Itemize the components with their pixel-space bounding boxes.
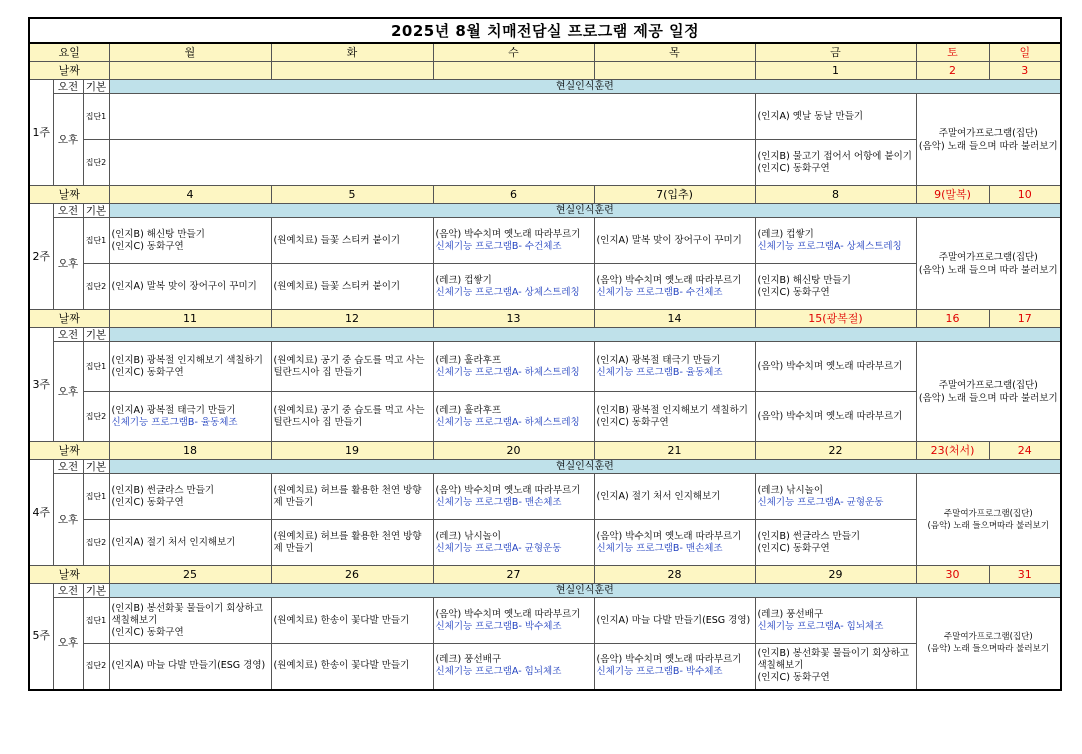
am-row [29,460,1061,474]
program-line: (인지C) 동화구연 [111,626,184,638]
program-cell [433,598,594,644]
program-line: (인지A) 옛날 동날 만들기 [757,110,864,122]
yoil-label: 요일 [29,43,109,62]
program-line: (인지A) 절기 처서 인지해보기 [596,490,721,502]
program-line: 신체기능 프로그램A- 하체스트레칭 [435,416,580,428]
program-cell [109,218,271,264]
date-row [29,310,1061,328]
program-line: (인지B) 해신탕 만들기 [757,274,851,286]
date-cell: 19 [271,442,433,460]
program-line: (인지A) 말복 맞이 장어구이 꾸미기 [596,234,742,246]
am-label: 오전 [53,328,83,342]
pm-label: 오후 [53,598,83,690]
program-cell [594,598,755,644]
program-line: (인지C) 동화구연 [111,366,184,378]
group2-label: 집단2 [83,264,109,310]
group1-row [29,342,1061,392]
weekend-program-cell [916,94,1061,186]
am-row [29,80,1061,94]
program-line: (원예치료) 들꽃 스티커 붙이기 [273,234,401,246]
program-cell [271,218,433,264]
weekday-header-row [29,43,1061,62]
date-label: 날짜 [29,566,109,584]
program-line: (인지A) 광복절 태극기 만들기 [596,354,721,366]
date-cell: 31 [989,566,1061,584]
program-line: (레크) 훌라후프 [435,354,501,366]
program-line: 신체기능 프로그램B- 율동체조 [596,366,723,378]
program-cell [109,520,271,566]
schedule-wrapper [28,17,1060,691]
weekend-program-cell [916,474,1061,566]
pm-label: 오후 [53,474,83,566]
program-cell [755,392,916,442]
day-thu: 목 [594,43,755,62]
program-line: (인지C) 동화구연 [757,672,830,684]
weekend-program-cell [916,342,1061,442]
group1-label: 집단1 [83,598,109,644]
program-line: (인지B) 광복절 인지해보기 색칠하기 [596,404,748,416]
weekend-line: (음악) 노래 들으며따라 불러보기 [927,644,1050,655]
date-cell [433,62,594,80]
program-cell [755,598,916,644]
am-label: 오전 [53,80,83,94]
basic-label: 기본 [83,80,109,94]
program-line: (음악) 박수치며 옛노래 따라부르기 [435,608,581,620]
program-line: 신체기능 프로그램A- 하체스트레칭 [435,366,580,378]
group1-label: 집단1 [83,94,109,140]
date-cell: 27 [433,566,594,584]
day-sun: 일 [989,43,1061,62]
program-line: 신체기능 프로그램A- 균형운동 [757,496,884,508]
group2-row [29,392,1061,442]
program-line: (원예치료) 허브를 활용한 천연 방향제 만들기 [273,530,422,554]
date-cell: 26 [271,566,433,584]
date-cell [594,62,755,80]
program-cell [433,520,594,566]
program-line: (음악) 박수치며 옛노래 따라부르기 [596,530,742,542]
day-sat: 토 [916,43,989,62]
date-cell: 22 [755,442,916,460]
day-mon: 월 [109,43,271,62]
program-line: (인지C) 동화구연 [596,416,669,428]
group1-label: 집단1 [83,218,109,264]
program-cell [109,264,271,310]
date-label: 날짜 [29,442,109,460]
program-cell [433,218,594,264]
program-line: (인지B) 해신탕 만들기 [111,228,205,240]
am-row [29,204,1061,218]
am-row [29,328,1061,342]
program-line: 신체기능 프로그램A- 균형운동 [435,542,562,554]
program-cell [755,94,916,140]
program-line: (원예치료) 한송이 꽃다발 만들기 [273,660,410,672]
program-cell [755,520,916,566]
program-cell [433,264,594,310]
weekend-line: (음악) 노래 들으며 따라 불러보기 [918,264,1058,276]
program-line: (인지A) 마늘 다발 만들기(ESG 경영) [596,614,751,626]
date-cell: 11 [109,310,271,328]
program-line: (음악) 박수치며 옛노래 따라부르기 [757,410,903,422]
date-cell: 8 [755,186,916,204]
week-label: 3주 [29,328,53,442]
program-line: 신체기능 프로그램B- 박수체조 [596,666,723,678]
program-line: 신체기능 프로그램A- 힘뇌체조 [757,620,884,632]
program-line: 신체기능 프로그램A- 힘뇌체조 [435,666,562,678]
weekend-program-cell [916,598,1061,690]
basic-label: 기본 [83,460,109,474]
week-label: 1주 [29,80,53,186]
program-line: (레크) 컵쌓기 [757,228,814,240]
date-row [29,442,1061,460]
group2-label: 집단2 [83,520,109,566]
reality-training-bar: 현실인식훈련 [109,584,1061,598]
date-cell: 23(처서) [916,442,989,460]
program-line: (레크) 풍선배구 [435,654,501,666]
date-label: 날짜 [29,62,109,80]
program-cell [755,474,916,520]
program-line: 신체기능 프로그램A- 상체스트레칭 [757,240,902,252]
group2-row [29,140,1061,186]
weekend-line: (음악) 노래 들으며 따라 불러보기 [918,392,1058,404]
program-line: (인지B) 썬글라스 만들기 [757,530,861,542]
program-line: (인지B) 봉선화꽃 물들이기 회상하고 색칠해보기 [757,648,909,672]
date-cell: 17 [989,310,1061,328]
program-line: (원예치료) 들꽃 스티커 붙이기 [273,280,401,292]
program-line: (인지B) 광복절 인지해보기 색칠하기 [111,354,263,366]
program-cell [755,644,916,690]
group1-label: 집단1 [83,342,109,392]
program-cell [109,392,271,442]
reality-training-bar: 현실인식훈련 [109,204,1061,218]
date-label: 날짜 [29,310,109,328]
program-line: 신체기능 프로그램B- 율동체조 [111,416,238,428]
program-cell [755,264,916,310]
program-line: 신체기능 프로그램B- 수건체조 [435,240,562,252]
date-cell: 24 [989,442,1061,460]
date-row [29,186,1061,204]
date-cell: 5 [271,186,433,204]
program-cell [594,644,755,690]
program-cell [271,342,433,392]
program-line: (인지A) 광복절 태극기 만들기 [111,404,236,416]
am-label: 오전 [53,584,83,598]
program-line: (레크) 훌라후프 [435,404,501,416]
program-cell [271,392,433,442]
program-cell [271,644,433,690]
program-line: (인지B) 봉선화꽃 물들이기 회상하고 색칠해보기 [111,602,263,626]
date-cell: 4 [109,186,271,204]
program-line: (인지B) 물고기 접어서 어항에 붙이기 [757,150,912,162]
program-line: 신체기능 프로그램A- 상체스트레칭 [435,286,580,298]
program-cell [433,342,594,392]
program-line: (인지C) 동화구연 [757,286,830,298]
program-line: (음악) 박수치며 옛노래 따라부르기 [757,360,903,372]
program-line: (인지C) 동화구연 [757,542,830,554]
date-cell: 21 [594,442,755,460]
program-line: 신체기능 프로그램B- 수건체조 [596,286,723,298]
weekend-line: 주말여가프로그램(집단) [943,632,1033,643]
program-line: (인지B) 썬글라스 만들기 [111,484,215,496]
program-cell [433,644,594,690]
group2-row [29,520,1061,566]
program-line: 신체기능 프로그램B- 맨손체조 [435,496,562,508]
date-cell: 10 [989,186,1061,204]
program-line: (원예치료) 한송이 꽃다발 만들기 [273,614,410,626]
basic-label: 기본 [83,584,109,598]
program-cell [594,342,755,392]
group2-label: 집단2 [83,140,109,186]
group2-row [29,644,1061,690]
basic-label: 기본 [83,204,109,218]
weekend-line: 주말여가프로그램(집단) [943,508,1033,519]
group1-row [29,474,1061,520]
program-line: (원예치료) 공기 중 습도를 먹고 사는 틸란드시아 집 만들기 [273,354,425,378]
date-cell: 18 [109,442,271,460]
day-fri: 금 [755,43,916,62]
day-tue: 화 [271,43,433,62]
empty-cell [109,140,755,186]
program-line: (인지C) 동화구연 [111,496,184,508]
group2-row [29,264,1061,310]
date-cell: 12 [271,310,433,328]
program-cell [109,598,271,644]
date-label: 날짜 [29,186,109,204]
group1-label: 집단1 [83,474,109,520]
program-cell [594,392,755,442]
program-cell [433,392,594,442]
group2-label: 집단2 [83,644,109,690]
reality-training-bar [109,328,1061,342]
date-cell: 14 [594,310,755,328]
program-line: (인지C) 동화구연 [757,162,830,174]
date-cell: 3 [989,62,1061,80]
date-cell: 7(입추) [594,186,755,204]
program-line: (레크) 풍선배구 [757,608,823,620]
week-label: 5주 [29,584,53,690]
weekend-line: 주말여가프로그램(집단) [938,127,1038,139]
group1-row [29,598,1061,644]
program-line: (인지A) 마늘 다발 만들기(ESG 경영) [111,660,266,672]
date-cell: 30 [916,566,989,584]
am-label: 오전 [53,204,83,218]
group1-row [29,218,1061,264]
program-cell [271,264,433,310]
program-line: 신체기능 프로그램B- 맨손체조 [596,542,723,554]
program-cell [271,474,433,520]
date-cell: 6 [433,186,594,204]
program-cell [109,474,271,520]
date-cell [109,62,271,80]
program-cell [755,140,916,186]
reality-training-bar: 현실인식훈련 [109,460,1061,474]
am-row [29,584,1061,598]
pm-label: 오후 [53,342,83,442]
program-line: (레크) 낚시놀이 [435,530,501,542]
group1-row [29,94,1061,140]
weekend-line: 주말여가프로그램(집단) [938,251,1038,263]
date-cell: 20 [433,442,594,460]
program-cell [594,264,755,310]
program-line: (음악) 박수치며 옛노래 따라부르기 [596,274,742,286]
program-line: 신체기능 프로그램B- 박수체조 [435,620,562,632]
program-cell [594,520,755,566]
program-cell [271,598,433,644]
program-cell [755,218,916,264]
program-line: (음악) 박수치며 옛노래 따라부르기 [596,654,742,666]
am-label: 오전 [53,460,83,474]
date-cell: 16 [916,310,989,328]
program-line: (인지A) 절기 처서 인지해보기 [111,536,236,548]
schedule-table [28,17,1062,691]
program-line: (음악) 박수치며 옛노래 따라부르기 [435,228,581,240]
day-wed: 수 [433,43,594,62]
pm-label: 오후 [53,94,83,186]
program-line: (원예치료) 허브를 활용한 천연 방향제 만들기 [273,484,422,508]
program-cell [271,520,433,566]
date-row [29,566,1061,584]
empty-cell [109,94,755,140]
program-line: (레크) 컵쌓기 [435,274,492,286]
date-cell: 15(광복절) [755,310,916,328]
reality-training-bar: 현실인식훈련 [109,80,1061,94]
weekend-program-cell [916,218,1061,310]
page-title: 2025년 8월 치매전담실 프로그램 제공 일정 [29,18,1061,43]
date-cell: 2 [916,62,989,80]
weekend-line: (음악) 노래 들으며따라 불러보기 [927,520,1050,531]
date-cell: 29 [755,566,916,584]
date-cell: 28 [594,566,755,584]
program-cell [109,644,271,690]
program-line: (음악) 박수치며 옛노래 따라부르기 [435,484,581,496]
program-cell [594,474,755,520]
basic-label: 기본 [83,328,109,342]
weekend-line: (음악) 노래 들으며 따라 불러보기 [918,140,1058,152]
program-line: (원예치료) 공기 중 습도를 먹고 사는 틸란드시아 집 만들기 [273,404,425,428]
date-cell [271,62,433,80]
program-cell [109,342,271,392]
program-cell [755,342,916,392]
program-cell [594,218,755,264]
week-label: 4주 [29,460,53,566]
weekend-line: 주말여가프로그램(집단) [938,379,1038,391]
program-cell [433,474,594,520]
date-cell: 9(말복) [916,186,989,204]
pm-label: 오후 [53,218,83,310]
week-label: 2주 [29,204,53,310]
date-cell: 25 [109,566,271,584]
program-line: (인지C) 동화구연 [111,240,184,252]
date-cell: 1 [755,62,916,80]
date-row [29,62,1061,80]
program-line: (인지A) 말복 맞이 장어구이 꾸미기 [111,280,257,292]
date-cell: 13 [433,310,594,328]
group2-label: 집단2 [83,392,109,442]
program-line: (레크) 낚시놀이 [757,484,823,496]
